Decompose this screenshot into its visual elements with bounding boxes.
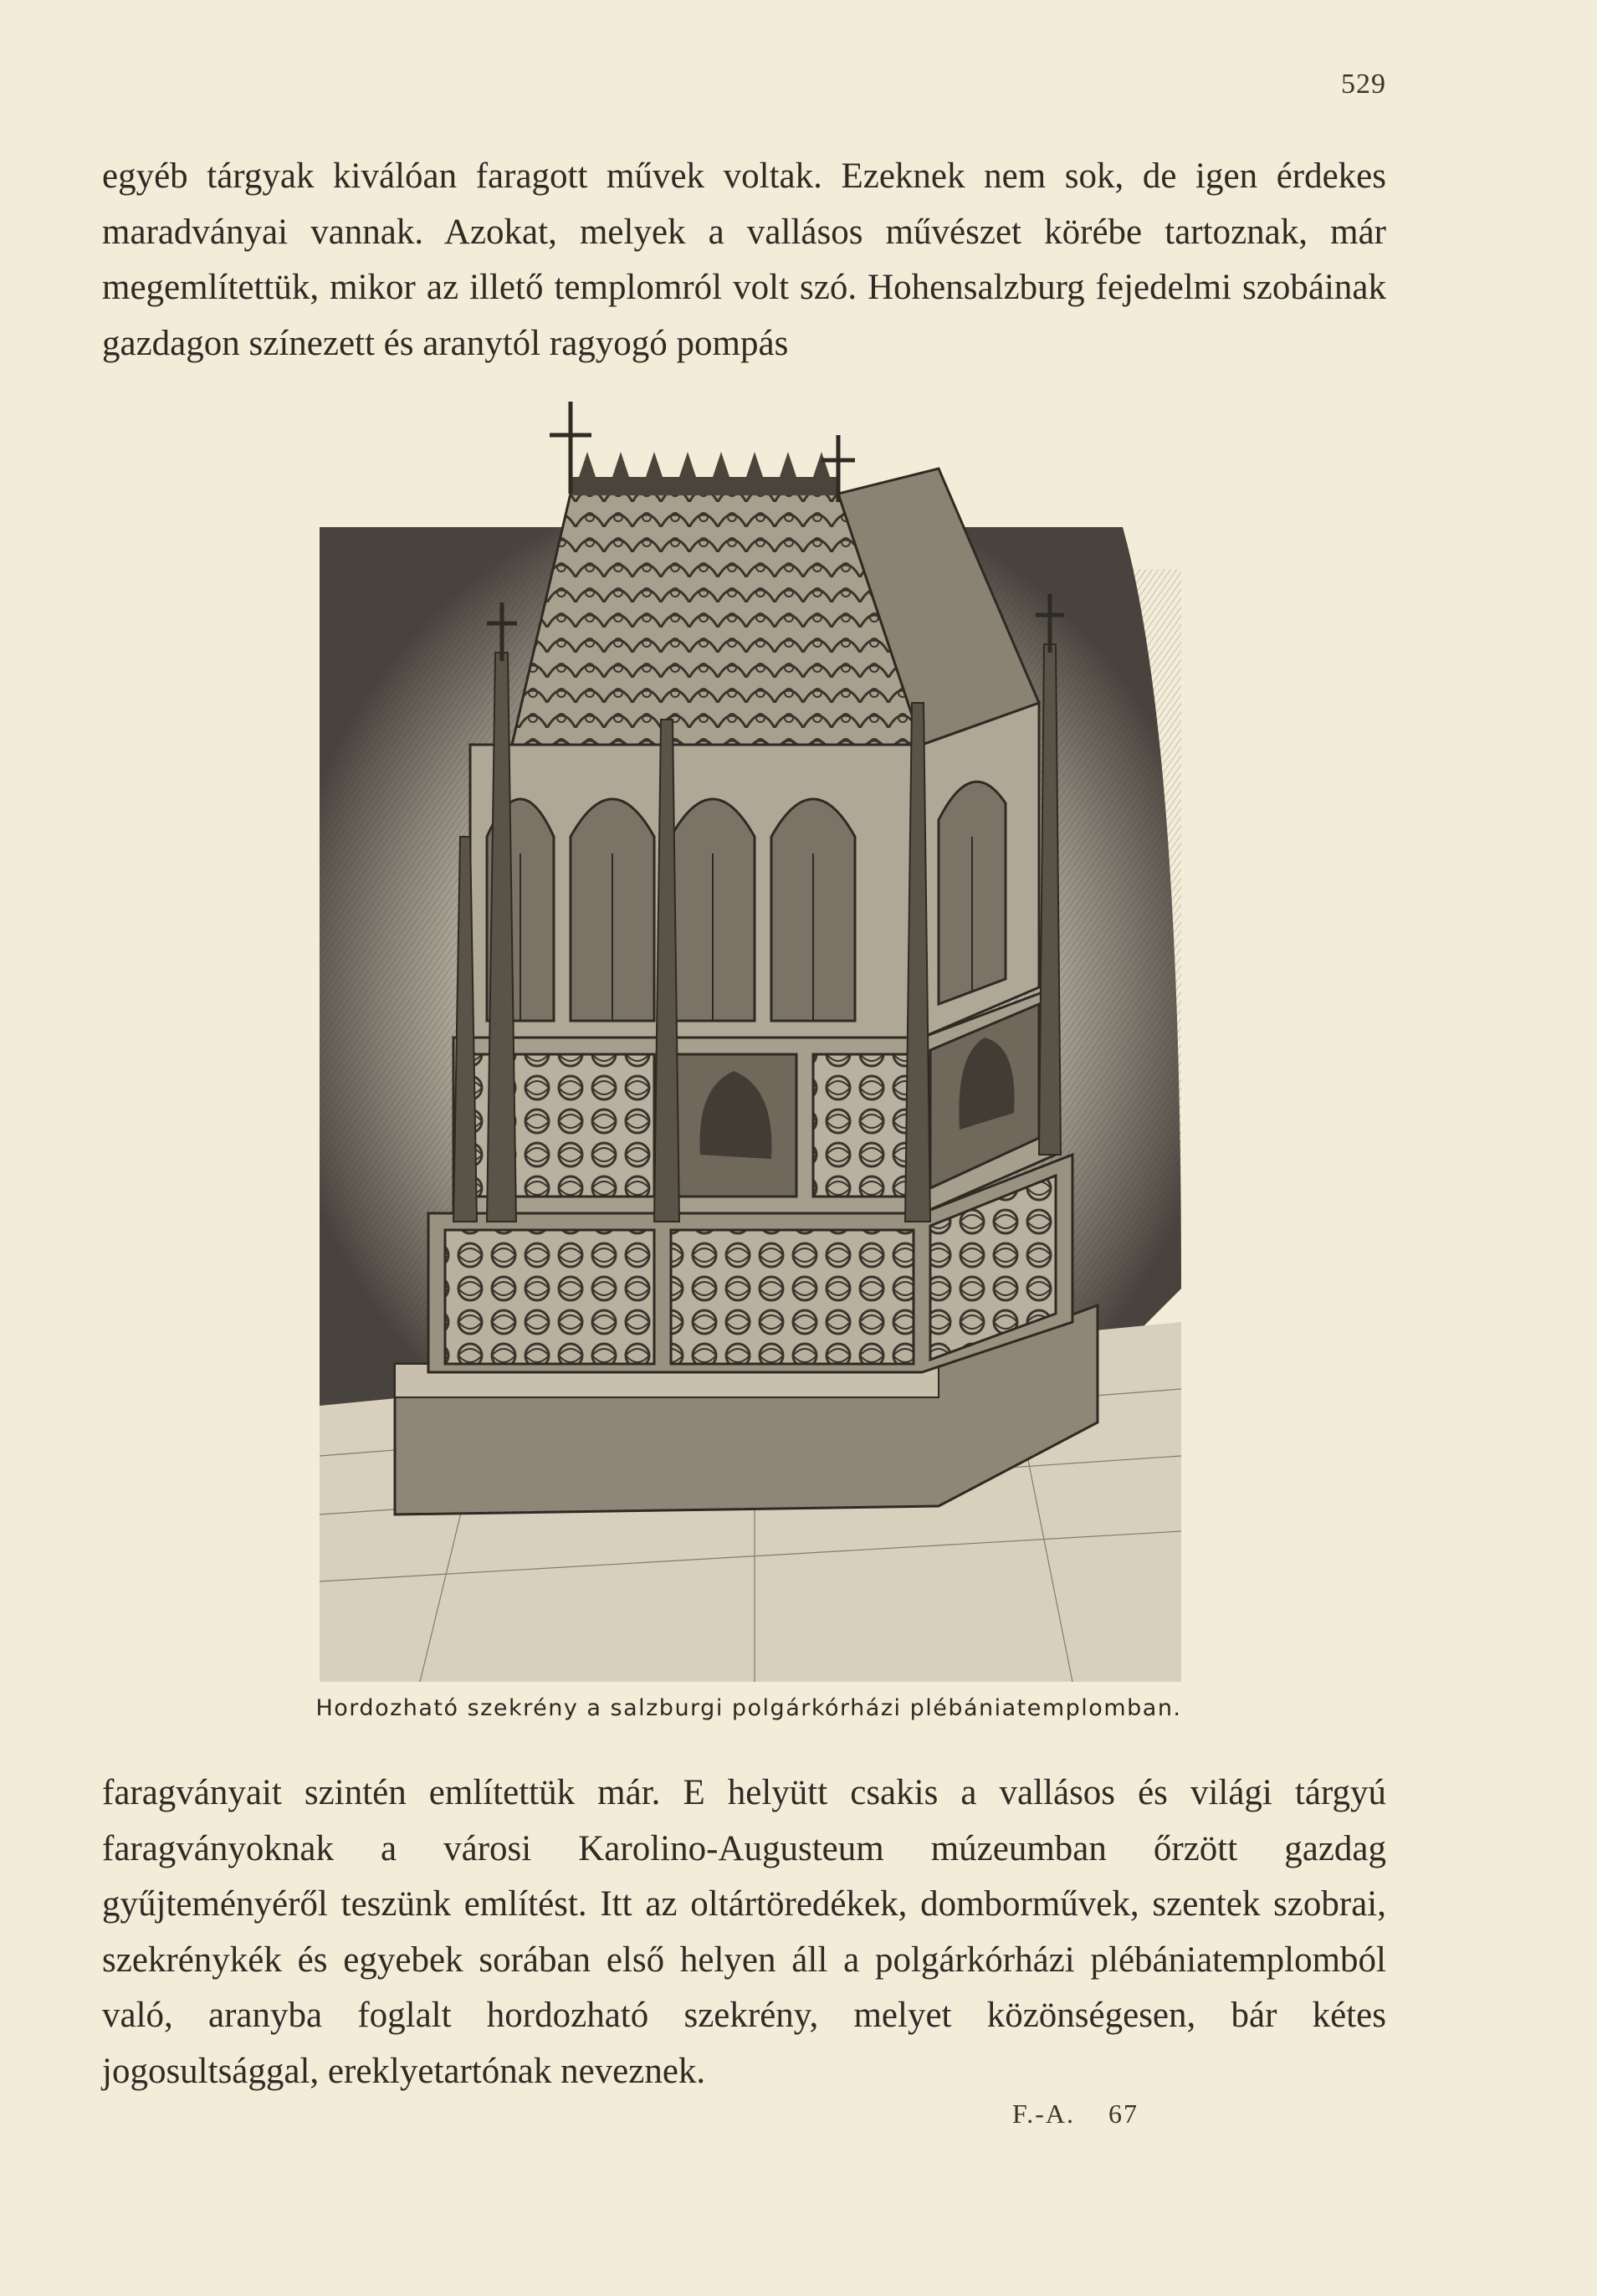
shrine-illustration: [320, 402, 1181, 1682]
paragraph-bottom: faragványait szintén említettük már. E helyütt csakis a vallásos és világi tárgyú faragványoknak a városi Karolino-Augusteum múzeumban őrzött gazdag gyűjteményéről teszünk említést. Itt az oltártöredékek, domborművek, szentek szobrai, szekrénykék és egyebek sorában első helyen áll a polgárkórházi plébániatemplomból való, aranyba foglalt hordozható szekrény, melyet közönségesen, bár kétes jogosultsággal, ereklyetartónak neveznek.: [102, 1773, 1386, 2091]
signature-mark: F.-A. 67: [1012, 2099, 1139, 2129]
gothic-shrine-engraving-icon: [320, 402, 1181, 1682]
page-number: 529: [1341, 69, 1386, 100]
paragraph-top: egyéb tárgyak kiválóan faragott művek voltak. Ezeknek nem sok, de igen érdekes maradványai vannak. Azokat, melyek a vallásos művészet körébe tartoznak, már megemlítettük, mikor az illető templomról volt szó. Hohensalzburg fejedelmi szobáinak gazdagon színezett és aranytól ragyogó pompás: [102, 156, 1386, 363]
figure-caption: Hordozható szekrény a salzburgi polgárkórházi plébániatemplomban.: [315, 1695, 1182, 1721]
